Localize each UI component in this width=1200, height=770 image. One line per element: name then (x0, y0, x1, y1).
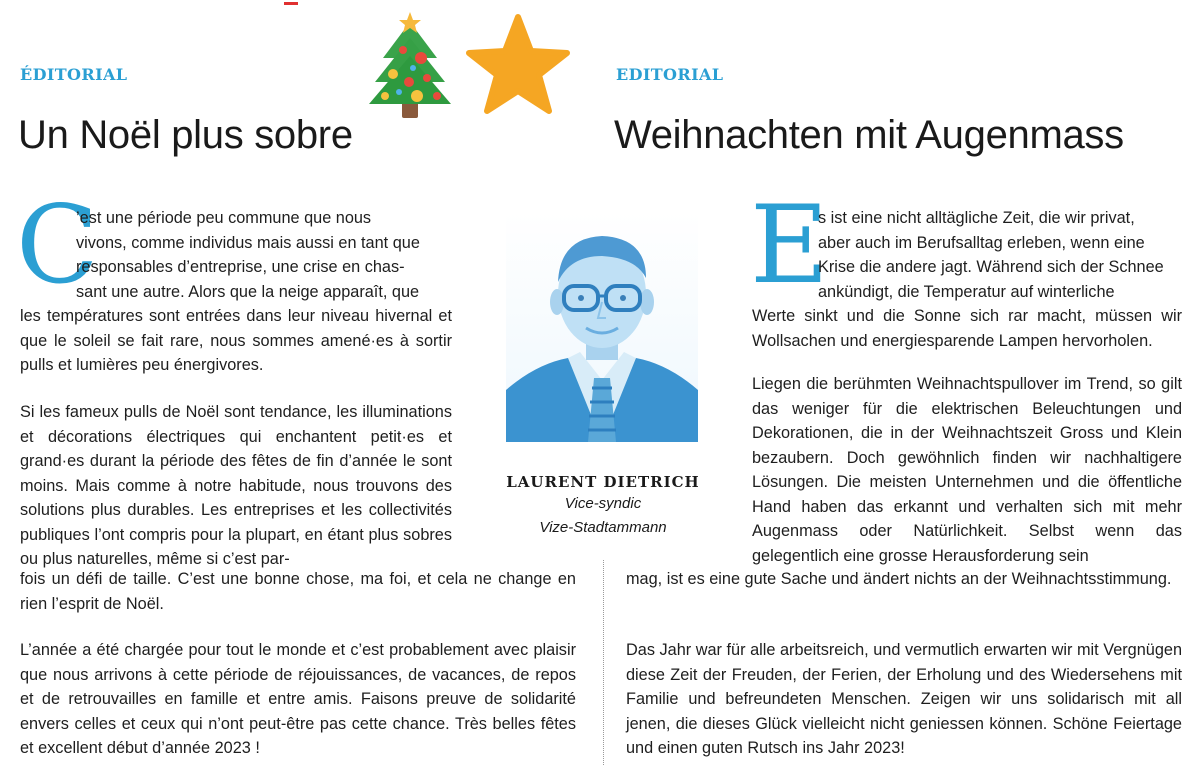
portrait-photo (506, 212, 698, 442)
fr-paragraph-2-continued: fois un défi de taille. C’est une bonne chose, ma foi, et cela ne change en rien l’esprit de Noël. (20, 570, 576, 613)
de-paragraph-3: Das Jahr war für alle arbeitsreich, und vermutlich erwarten wir mit Vergnügen diese Zeit der Freuden, der Ferien, der Erholung und des Wiedersehens mit Familie und befreundeten Menschen. Zeigen wir uns solidarisch mit all jenen, die dieses Glück vielleicht nicht geniessen können. Schöne Feiertage und einen guten Rutsch ins Jahr 2023! (626, 641, 1182, 757)
caption-role-de: Vize-Stadtammann (539, 519, 667, 536)
fr-p1-line-3: responsables d’entreprise, une crise en chas- (76, 258, 405, 276)
fr-p1-line-1: ’est une période peu commune que nous (76, 209, 372, 227)
top-red-mark (284, 2, 298, 5)
fr-paragraph-3: L’année a été chargée pour tout le monde et c’est probablement avec plaisir que nous arrivons à cette période de réjouissances, de vacances, de repos et de retrouvailles en famille et entre amis. Faisons preuve de solidarité envers celles et ceux qui n’ont peut-être pas cette chance. Très belles fêtes et excellent début d’année 2023 ! (20, 641, 576, 757)
caption-name: LAURENT DIETRICH (506, 473, 700, 491)
de-dropcap: E (750, 183, 829, 308)
star-icon (466, 13, 570, 115)
fr-paragraph-2: Si les fameux pulls de Noël sont tendance, les illuminations et décorations électriques qui enchantent petit·es et grand·es durant la période des fêtes de fin d’année le sont moins. Mais comme à notre habitude, nous trouvons des solutions plus durables. Les entreprises et les collectivités publiques l’ont compris pour la plupart, en étant plus sobres ou plus naturelles, même si c’est par- (20, 403, 452, 568)
de-p1-line-3: Krise die andere jagt. Während sich der Schnee (818, 258, 1164, 276)
de-p1-line-1: s ist eine nicht alltägliche Zeit, die wir privat, (818, 209, 1135, 227)
fr-dropcap: C (16, 183, 99, 308)
column-divider (603, 560, 604, 765)
de-p1-line-4: ankündigt, die Temperatur auf winterliche (818, 282, 1115, 301)
de-paragraph-1-lead (818, 206, 1182, 304)
de-paragraph-2: Liegen die berühmten Weihnachtspullover im Trend, so gilt das weniger für die elektrischen Beleuchtungen und Dekorationen, die in der Weihnachtszeit Gross und Klein bezaubern. Doch gewöhnlich finden wir nachhaltigere Lösungen. Die meisten Unternehmen und die öffentliche Hand haben das erkannt und verhalten sich mit mehr Augenmass oder Natürlichkeit. Selbst wenn das gelegentlich eine grosse Herausforderung sein (752, 375, 1182, 565)
fr-kicker: ÉDITORIAL (20, 65, 128, 84)
caption-role-fr: Vice-syndic (564, 495, 642, 512)
fr-p1-line-4: sant une autre. Alors que la neige apparaît, que (76, 282, 420, 301)
de-kicker: EDITORIAL (616, 65, 724, 84)
de-title: Weihnachten mit Augenmass (614, 113, 1124, 157)
fr-title: Un Noël plus sobre (18, 113, 353, 157)
de-paragraph-1-rest: Werte sinkt und die Sonne sich rar macht, müssen wir Wollsachen und energiesparende Lampen hervorholen. (752, 307, 1182, 350)
fr-p1-line-2: vivons, comme individus mais aussi en tant que (76, 233, 420, 252)
fr-paragraph-1-rest: les températures sont entrées dans leur niveau hivernal et que le soleil se fait rare, nous sommes amené·es à sortir pulls et lumières peu énergivores. (20, 307, 452, 374)
de-paragraph-2-continued: mag, ist es eine gute Sache und ändert nichts an der Weihnachtsstimmung. (626, 570, 1172, 588)
fr-paragraph-1-lead (76, 206, 452, 304)
de-p1-line-2: aber auch im Berufsalltag erleben, wenn eine (818, 233, 1145, 252)
christmas-tree-icon (365, 8, 455, 120)
